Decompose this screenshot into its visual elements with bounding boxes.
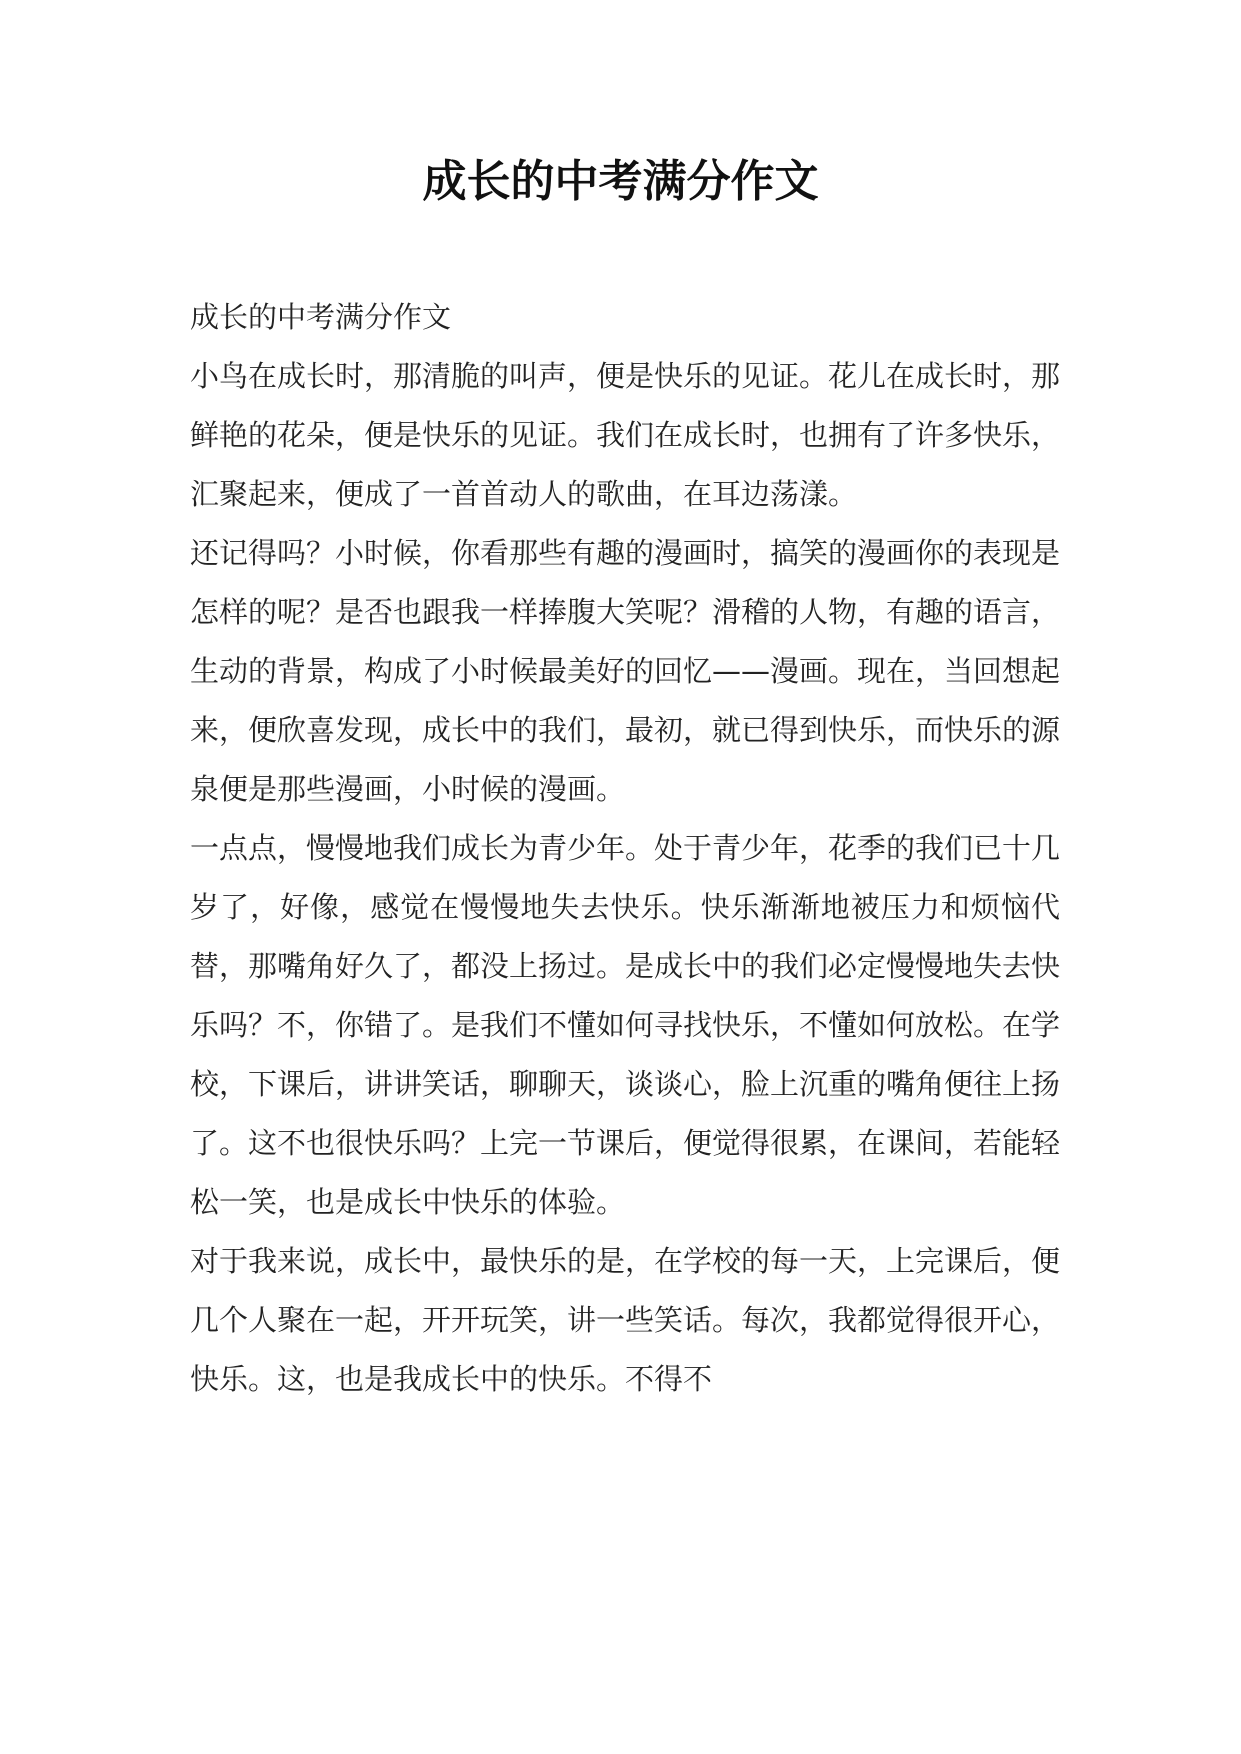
paragraph-3: 一点点，慢慢地我们成长为青少年。处于青少年，花季的我们已十几岁了，好像，感觉在慢慢地失去快乐。快乐渐渐地被压力和烦恼代替，那嘴角好久了，都没上扬过。是成长中的我们必定慢慢地失去快乐吗？不，你错了。是我们不懂如何寻找快乐，不懂如何放松。在学校，下课后，讲讲笑话，聊聊天，谈谈心，脸上沉重的嘴角便往上扬了。这不也很快乐吗？上完一节课后，便觉得很累，在课间，若能轻松一笑，也是成长中快乐的体验。: [190, 831, 1061, 1219]
paragraph-1: 小鸟在成长时，那清脆的叫声，便是快乐的见证。花儿在成长时，那鲜艳的花朵，便是快乐的见证。我们在成长时，也拥有了许多快乐，汇聚起来，便成了一首首动人的歌曲，在耳边荡漾。: [190, 359, 1061, 511]
paragraph-2: 还记得吗？小时候，你看那些有趣的漫画时，搞笑的漫画你的表现是怎样的呢？是否也跟我一样捧腹大笑呢？滑稽的人物，有趣的语言，生动的背景，构成了小时候最美好的回忆——漫画。现在，当回想起来，便欣喜发现，成长中的我们，最初，就已得到快乐，而快乐的源泉便是那些漫画，小时候的漫画。: [190, 536, 1061, 806]
paragraph-4: 对于我来说，成长中，最快乐的是，在学校的每一天，上完课后，便几个人聚在一起，开开玩笑，讲一些笑话。每次，我都觉得很开心，快乐。这，也是我成长中的快乐。不得不: [190, 1244, 1061, 1396]
document-body: [190, 288, 1060, 1409]
document-title: 成长的中考满分作文: [422, 156, 819, 207]
paragraph-subtitle: 成长的中考满分作文: [190, 300, 452, 334]
